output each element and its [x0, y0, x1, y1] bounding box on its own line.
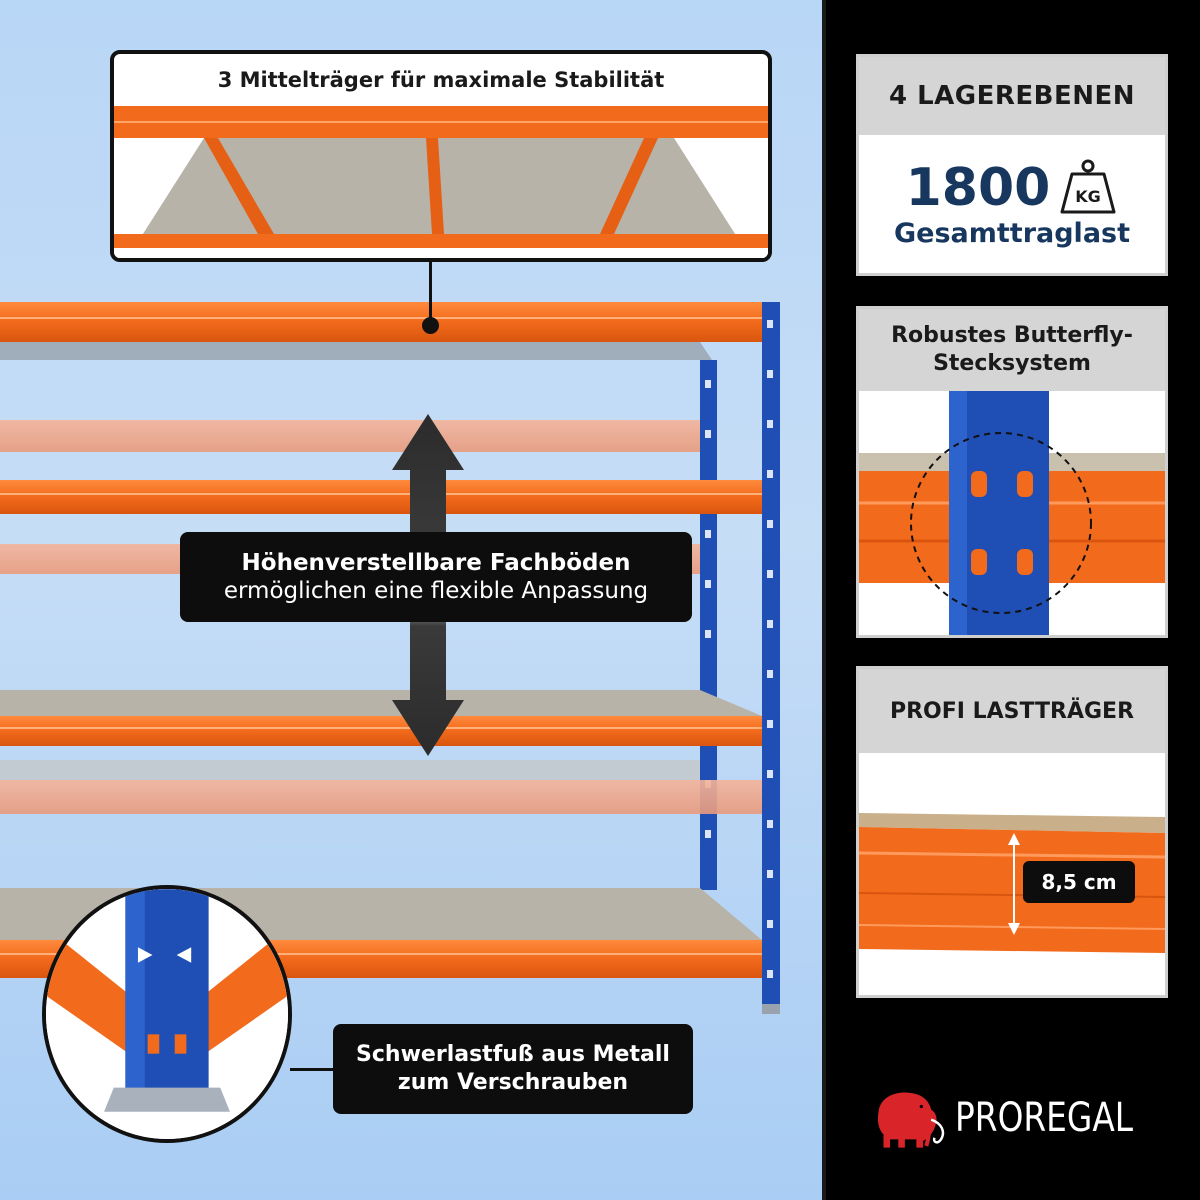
capacity-card	[856, 54, 1168, 276]
capacity-value: 1800	[905, 158, 1051, 218]
foot-label-line1: Schwerlastfuß aus Metall	[356, 1042, 670, 1067]
capacity-body	[859, 135, 1165, 273]
foot-detail-photo	[46, 889, 288, 1139]
weight-icon	[1058, 158, 1118, 218]
center-beams-caption: 3 Mittelträger für maximale Stabilität	[217, 68, 665, 92]
beam-heading: PROFI LASTTRÄGER	[859, 669, 1165, 753]
center-beams-photo	[114, 106, 768, 258]
brand-name: PROREGAL	[954, 1095, 1133, 1141]
adjustable-shelves-label	[180, 532, 692, 622]
connector-heading-line2: Stecksystem	[933, 351, 1091, 376]
column-divider	[822, 0, 826, 1200]
foot-detail-circle	[42, 885, 292, 1143]
connector-heading	[859, 309, 1165, 391]
feature-column	[822, 0, 1200, 1200]
callout-connector-line	[429, 262, 432, 324]
levels-heading: 4 LAGEREBENEN	[859, 57, 1165, 135]
adjustable-label-line1: Höhenverstellbare Fachböden	[241, 550, 631, 576]
beam-height-badge: 8,5 cm	[1023, 861, 1135, 903]
capacity-label: Gesamttraglast	[893, 218, 1131, 249]
beam-card	[856, 666, 1168, 998]
butterfly-connector-illustration	[859, 391, 1165, 635]
brand-logo	[872, 1078, 1172, 1158]
foot-connector-line	[290, 1068, 334, 1071]
connector-photo	[859, 391, 1165, 635]
callout-connector-dot	[422, 317, 439, 334]
connector-card	[856, 306, 1168, 638]
weight-icon-label: KG	[1075, 187, 1102, 206]
center-beams-callout	[110, 50, 772, 262]
adjustable-label-line2: ermöglichen eine flexible Anpassung	[223, 578, 649, 604]
connector-heading-line1: Robustes Butterfly-	[891, 323, 1133, 348]
foot-label-line2: zum Verschrauben	[397, 1070, 629, 1095]
mammoth-logo-icon	[872, 1080, 951, 1156]
beam-photo	[859, 753, 1165, 995]
heavy-duty-foot-label	[333, 1024, 693, 1114]
